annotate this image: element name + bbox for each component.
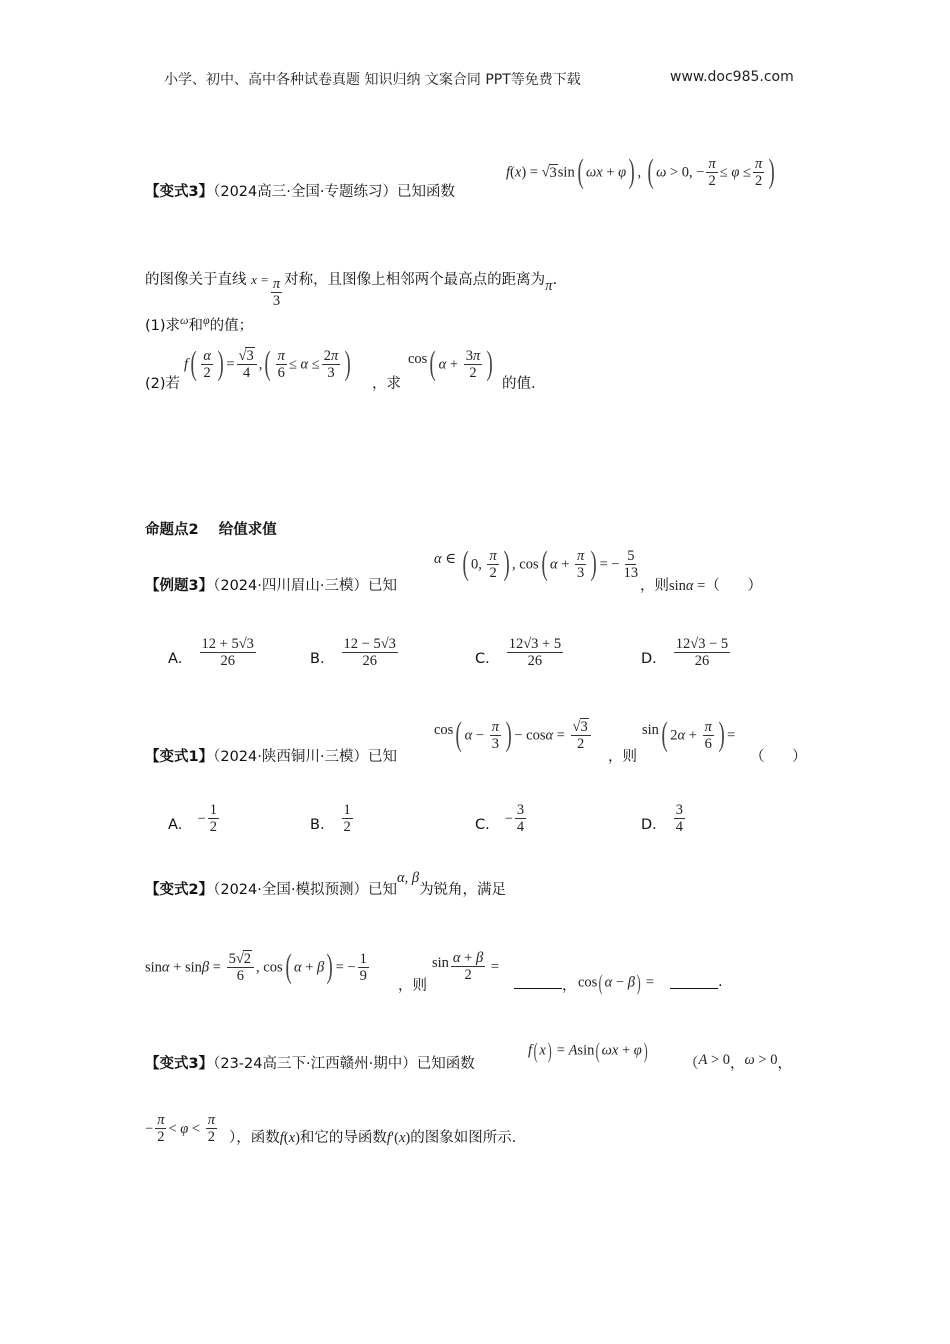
example3-sin-alpha: sinα = xyxy=(669,578,706,594)
variant1-target-formula: sin( 2α + $\frac{\pi}{6}$ ) = xyxy=(642,716,736,753)
omega-symbol: ω xyxy=(180,313,189,327)
variant3b-line2 xyxy=(229,1126,516,1147)
variant1-condition-formula: cos( α − $\frac{\pi}{3}$ ) − cosα = $\frac{√3}{2}$ xyxy=(434,718,593,752)
example3-option-a[interactable] xyxy=(168,636,258,669)
option-label: A． xyxy=(168,651,193,667)
q1-end: 的值； xyxy=(209,318,254,334)
option-value: $\frac{1}{2}$ xyxy=(209,802,217,835)
variant3b-mid: 和它的导函数 xyxy=(299,1130,387,1146)
example3-tag: 【例题3】 xyxy=(145,578,214,594)
variant3a-q2-prefix: (2)若 xyxy=(145,376,181,392)
example3-option-d[interactable] xyxy=(641,636,732,669)
variant3a-q1 xyxy=(145,314,253,335)
variant3a-q2-mid: ，求 xyxy=(372,376,401,392)
option-value: $\frac{12 - 5√3}{26}$ xyxy=(343,636,396,669)
option-sign: − xyxy=(504,811,513,827)
variant2-comma: ， xyxy=(562,978,577,994)
option-value: $\frac{12 + 5√3}{26}$ xyxy=(201,636,254,669)
variant2-tag: 【变式2】 xyxy=(145,882,214,898)
variant3b-open: （ xyxy=(684,1056,699,1072)
variant2-after: 为锐角，满足 xyxy=(419,882,507,898)
variant3b-conditions: （A > 0，ω > 0， xyxy=(684,1052,792,1072)
example3-option-b[interactable] xyxy=(310,636,400,669)
variant3a-function-formula: f(x) = √3sin( ωx + φ) , ( ω > 0, − $\frac{\pi}{2}$ ≤ φ ≤ $\frac{\pi}{2}$ ) xyxy=(506,153,775,190)
pi-symbol: π xyxy=(545,278,553,294)
variant3b-comma2: ， xyxy=(777,1056,792,1072)
variant1-option-a[interactable] xyxy=(168,802,221,835)
variant1-then: ，则 xyxy=(608,749,637,765)
answer-blank-2[interactable] xyxy=(670,974,718,993)
option-label: D． xyxy=(641,817,667,833)
variant1-option-d[interactable] xyxy=(641,802,687,835)
variant3a-line2-end: . xyxy=(552,272,558,288)
section-title: 命题点2 给值求值 xyxy=(145,522,277,538)
variant1-tag: 【变式1】 xyxy=(145,749,214,765)
variant3a-line1 xyxy=(145,180,455,201)
variant3b-tag: 【变式3】 xyxy=(145,1056,214,1072)
example3-then: ，则 xyxy=(640,578,669,594)
header-site-link[interactable]: www.doc985.com xyxy=(670,69,794,85)
variant3b-close: ），函数 xyxy=(229,1130,280,1146)
variant3a-tag: 【变式3】 xyxy=(145,184,214,200)
variant3a-line2 xyxy=(145,268,557,309)
option-value: $\frac{12√3 - 5}{26}$ xyxy=(675,636,729,669)
example3-source: （2024·四川眉山·三模）已知 xyxy=(213,578,397,594)
example3-paren: （ ） xyxy=(705,578,763,594)
variant1-option-c[interactable] xyxy=(475,802,528,835)
variant3b-end: 的图象如图所示. xyxy=(410,1130,517,1146)
example3-option-c[interactable] xyxy=(475,636,565,669)
option-label: B． xyxy=(310,651,335,667)
variant1-paren: （ ） xyxy=(750,749,807,765)
variant3b-phi-range: − $\frac{\pi}{2}$ < φ < $\frac{\pi}{2}$ xyxy=(145,1112,215,1145)
variant2-condition-formula: sinα + sinβ = $\frac{5√2}{6}$ , cos( α + β) = − $\frac{1}{9}$ xyxy=(145,948,367,985)
variant3a-q2-condition-formula: f( $\frac{\alpha}{2}$ ) = $\frac{√3}{4}$ ,( $\frac{\pi}{6}$ ≤ α ≤ $\frac{2\pi}{3}$ ) xyxy=(184,345,352,382)
variant3a-line2-prefix: 的图像关于直线 xyxy=(145,272,247,288)
phi-symbol: φ xyxy=(203,313,210,327)
variant3b-line1 xyxy=(145,1052,475,1073)
variant3a-q2-end: 的值. xyxy=(502,376,536,392)
option-value: $\frac{12√3 + 5}{26}$ xyxy=(508,636,562,669)
option-label: C． xyxy=(475,817,500,833)
f-x-symbol: f(x) xyxy=(279,1130,300,1146)
example3-line xyxy=(145,574,397,595)
line-x-eq: x = xyxy=(251,272,269,287)
variant3b-function-formula: f( x) = Asin( ωx + φ) xyxy=(528,1038,648,1063)
option-label: C． xyxy=(475,651,500,667)
option-value: $\frac{3}{4}$ xyxy=(675,802,684,835)
variant1-option-b[interactable] xyxy=(310,802,355,835)
variant2-source: （2024·全国·模拟预测）已知 xyxy=(213,882,397,898)
example3-ask xyxy=(640,574,762,595)
option-label: A． xyxy=(168,817,193,833)
alpha-beta-symbols: α, β xyxy=(396,870,420,886)
line-pi-over-3: $\frac{\pi}{3}$ xyxy=(272,276,281,309)
variant1-source: （2024·陕西铜川·三模）已知 xyxy=(213,749,397,765)
q1-prefix: (1)求 xyxy=(145,318,181,334)
option-sign: − xyxy=(197,811,206,827)
variant2-end: . xyxy=(718,974,723,990)
answer-blank-1[interactable] xyxy=(514,974,562,993)
q1-and: 和 xyxy=(188,318,204,334)
variant3a-q2-target-formula: cos( α + $\frac{3\pi}{2}$ ) xyxy=(408,345,494,382)
variant3b-comma1: ， xyxy=(730,1056,745,1072)
option-value: $\frac{3}{4}$ xyxy=(516,802,525,835)
variant3a-line2-mid: 对称，且图像上相邻两个最高点的距离为 xyxy=(284,272,546,288)
variant2-target2-formula: cos( α − β) = xyxy=(578,970,655,995)
variant3b-source: （23-24高三下·江西赣州·期中）已知函数 xyxy=(213,1056,475,1072)
header-promo-text: 小学、初中、高中各种试卷真题 知识归纳 文案合同 PPT等免费下载 xyxy=(164,72,581,88)
option-label: B． xyxy=(310,817,335,833)
example3-condition-formula: α ∈ ( 0, $\frac{\pi}{2}$ ) , cos( α + $\frac{\pi}{3}$ ) = − $\frac{5}{13}$ xyxy=(434,545,639,582)
option-value: $\frac{1}{2}$ xyxy=(343,802,351,835)
f-prime-x-symbol: f′(x) xyxy=(386,1130,411,1146)
variant2-target1-formula: sin $\frac{\alpha + \beta}{2}$ = xyxy=(432,950,500,983)
variant1-line xyxy=(145,745,397,766)
option-label: D． xyxy=(641,651,667,667)
variant3a-source: （2024高三·全国·专题练习）已知函数 xyxy=(213,184,455,200)
variant2-then: ，则 xyxy=(398,978,427,994)
variant2-line1 xyxy=(145,870,507,899)
